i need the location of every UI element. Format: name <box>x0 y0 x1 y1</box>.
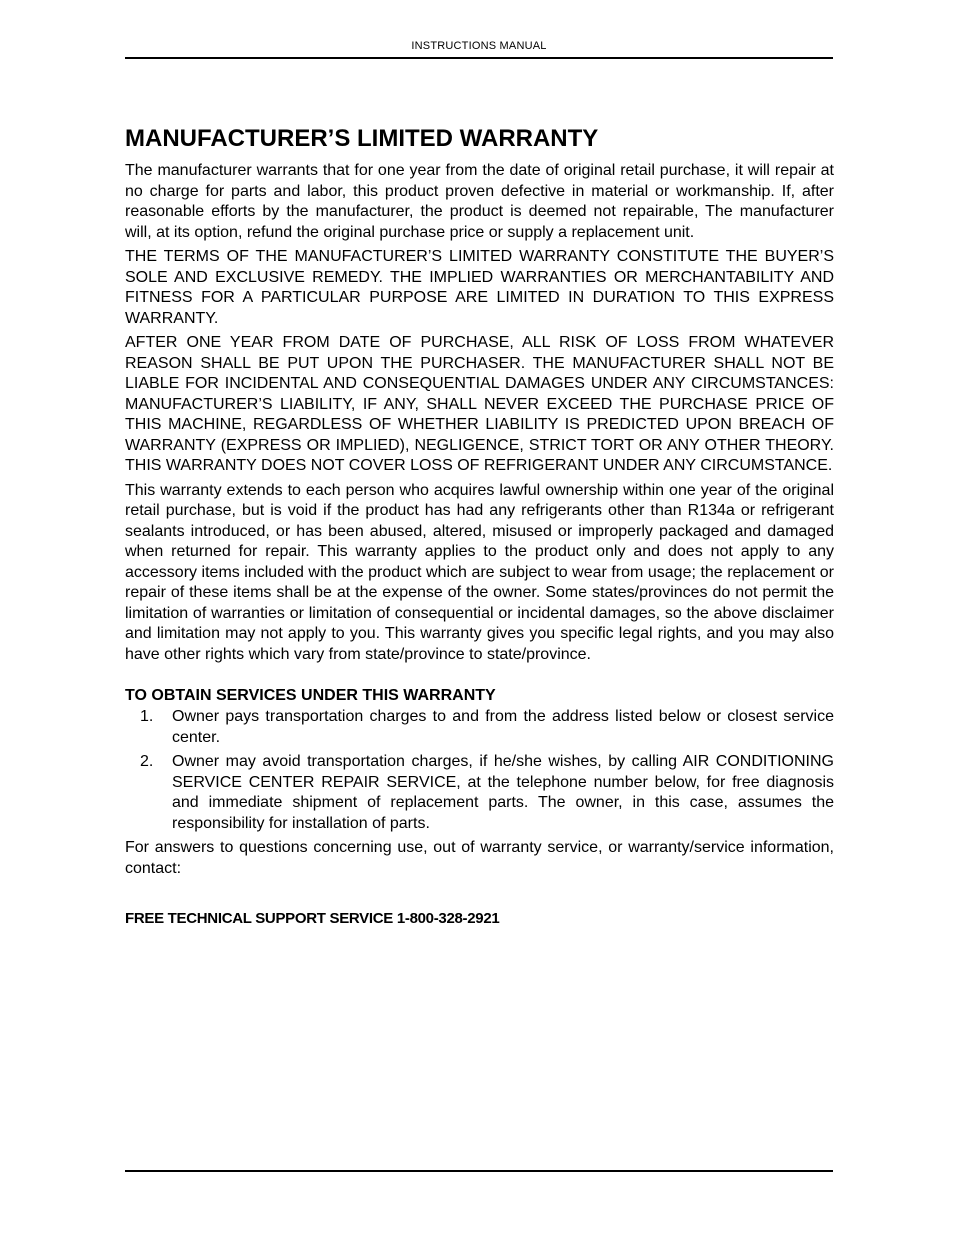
page-content <box>125 124 834 929</box>
running-header: INSTRUCTIONS MANUAL <box>411 40 547 52</box>
footer-rule <box>125 1170 833 1172</box>
services-list-item <box>125 707 834 748</box>
warranty-title: MANUFACTURER’S LIMITED WARRANTY <box>125 125 599 152</box>
warranty-liability-paragraph: AFTER ONE YEAR FROM DATE OF PURCHASE, ALL RISK OF LOSS FROM WHATEVER REASON SHALL BE PUT UPON THE PURCHASER. THE MANUFACTURER SHALL NOT BE LIABLE FOR INCIDENTAL AND CONSEQUENTIAL DAMAGES UNDER ANY CIRCUMSTANCES: MANUFACTURER’S LIABILITY, IF ANY, SHALL NEVER EXCEED THE PURCHASE PRICE OF THIS MACHINE, REGARDLESS OF WHETHER LIABILITY IS PREDICTED UPON BREACH OF WARRANTY (EXPRESS OR IMPLIED), NEGLIGENCE, STRICT TORT OR ANY OTHER THEORY. THIS WARRANTY DOES NOT COVER LOSS OF REFRIGERANT UNDER ANY CIRCUMSTANCE. <box>125 334 834 474</box>
header-rule <box>125 57 833 59</box>
services-heading: TO OBTAIN SERVICES UNDER THIS WARRANTY <box>125 687 496 704</box>
list-item-number: 1. <box>140 708 154 725</box>
list-item-number: 2. <box>140 753 154 770</box>
list-item-text: Owner may avoid transportation charges, if he/she wishes, by calling AIR CONDITIONING SERVICE CENTER REPAIR SERVICE, at the telephone number below, for free diagnosis and immediate shipment of replacement parts. The owner, in this case, assumes the responsibility for installation of parts. <box>172 753 834 832</box>
contact-paragraph: For answers to questions concerning use, out of warranty service, or warranty/service information, contact: <box>125 839 834 877</box>
services-list <box>125 707 834 834</box>
services-list-item <box>125 752 834 834</box>
warranty-extent-paragraph: This warranty extends to each person who acquires lawful ownership within one year of the original retail purchase, but is void if the product has had any refrigerants other than R134a or refrigerant sealants introduced, or has been abused, altered, misused or improperly packaged and damaged when returned for repair. This warranty applies to the product only and does not apply to any accessory items included with the product which are subject to wear from usage; the replacement or repair of these items shall be at the expense of the owner. Some states/provinces do not permit the limitation of warranties or limitation of consequential or incidental damages, so the above disclaimer and limitation may not apply to you. This warranty gives you specific legal rights, and you may also have other rights which vary from state/province to state/province. <box>125 481 834 663</box>
support-phone-line: FREE TECHNICAL SUPPORT SERVICE 1-800-328-2921 <box>125 910 500 927</box>
warranty-coverage-paragraph: The manufacturer warrants that for one year from the date of original retail purchase, it will repair at no charge for parts and labor, this product proven defective in material or workmanship. If, after reasonable efforts by the manufacturer, the product is deemed not repairable, The manufacturer will, at its option, refund the original purchase price or supply a replacement unit. <box>125 162 834 241</box>
warranty-terms-paragraph: THE TERMS OF THE MANUFACTURER’S LIMITED WARRANTY CONSTITUTE THE BUYER’S SOLE AND EXCLUSIVE REMEDY. THE IMPLIED WARRANTIES OR MERCHANTABILITY AND FITNESS FOR A PARTICULAR PURPOSE ARE LIMITED IN DURATION TO THIS EXPRESS WARRANTY. <box>125 248 834 327</box>
list-item-text: Owner pays transportation charges to and from the address listed below or closest service center. <box>172 708 834 746</box>
